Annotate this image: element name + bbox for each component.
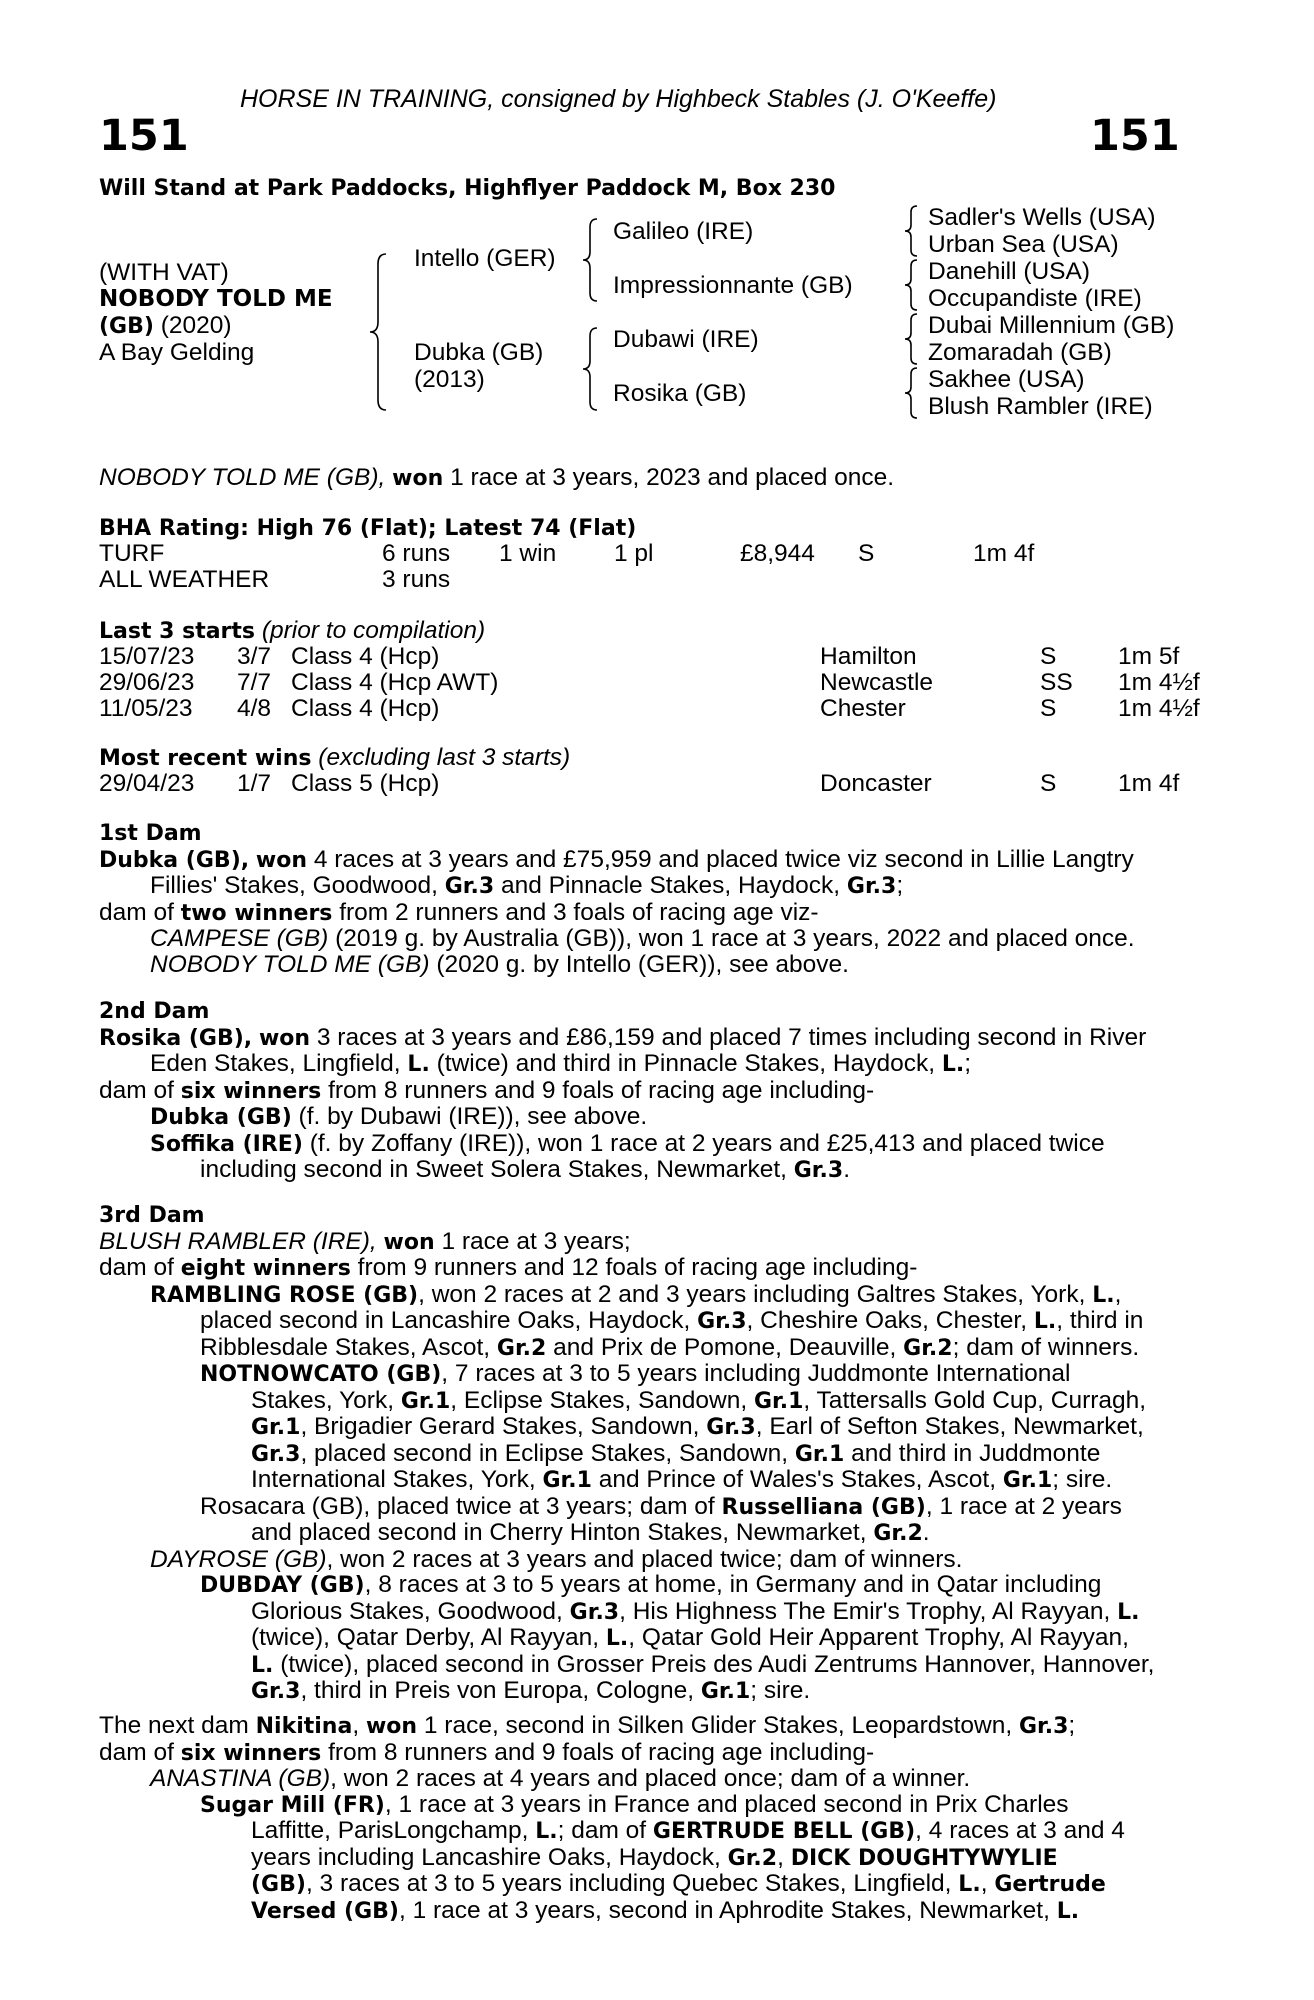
- table-row: 29/04/23: [99, 770, 195, 797]
- dam-line: Gr.1, Brigadier Gerard Stakes, Sandown, Gr.3, Earl of Sefton Stakes, Newmarket,: [251, 1413, 1144, 1440]
- table-row-pos: 4/8: [237, 695, 272, 722]
- dam-line: International Stakes, York, Gr.1 and Prince of Wales's Stakes, Ascot, Gr.1; sire.: [251, 1466, 1113, 1493]
- table-row-pos: 7/7: [237, 669, 272, 696]
- table-row: 15/07/23: [99, 643, 195, 670]
- first-dam-section: [99, 821, 1204, 977]
- pedigree-dam-year: (2013): [414, 366, 485, 393]
- pedigree-gen3-6: Zomaradah (GB): [928, 339, 1112, 366]
- turf-wins: 1 win: [499, 540, 557, 567]
- table-row-going: SS: [1040, 669, 1073, 696]
- second-dam-section: [99, 999, 1204, 1184]
- dam-line: Versed (GB), 1 race at 3 years, second in Aphrodite Stakes, Newmarket, L.: [251, 1896, 1080, 1924]
- table-row-dist: 1m 5f: [1118, 643, 1180, 670]
- table-row-going: S: [1040, 695, 1057, 722]
- turf-placed: 1 pl: [614, 540, 654, 567]
- dam-line: Dubka (GB) (f. by Dubawi (IRE)), see above.: [150, 1103, 648, 1130]
- dam-line: Fillies' Stakes, Goodwood, Gr.3 and Pinnacle Stakes, Haydock, Gr.3;: [150, 872, 904, 899]
- dam-line: dam of eight winners from 9 runners and 12 foals of racing age including-: [99, 1254, 918, 1281]
- pedigree-brace-g3-3: [905, 314, 919, 364]
- horse-name: NOBODY TOLD ME: [99, 286, 333, 312]
- table-row-course: Doncaster: [820, 770, 932, 797]
- pedigree-gen3-3: Danehill (USA): [928, 258, 1091, 285]
- dam-line: RAMBLING ROSE (GB), won 2 races at 2 and 3 years including Galtres Stakes, York, L.,: [150, 1280, 1122, 1308]
- last-starts-title: Last 3 starts (prior to compilation): [99, 617, 486, 644]
- lot-number-left: 151: [99, 111, 189, 161]
- pedigree-brace-sire: [583, 219, 601, 301]
- pedigree-brace-g3-2: [905, 260, 919, 310]
- turf-label: TURF: [99, 540, 165, 567]
- dam-line: Rosacara (GB), placed twice at 3 years; dam of Russelliana (GB), 1 race at 2 years: [200, 1492, 1122, 1520]
- horse-description: A Bay Gelding: [99, 339, 255, 366]
- pedigree-gen3-5: Dubai Millennium (GB): [928, 312, 1175, 339]
- pedigree-gen3-4: Occupandiste (IRE): [928, 285, 1142, 312]
- pedigree-brace-g3-4: [905, 368, 919, 418]
- dam-line: (twice), Qatar Derby, Al Rayyan, L., Qatar Gold Heir Apparent Trophy, Al Rayyan,: [251, 1624, 1129, 1651]
- stand-location: Will Stand at Park Paddocks, Highflyer Paddock M, Box 230: [99, 176, 836, 201]
- section-title: 1st Dam: [99, 821, 202, 846]
- pedigree-gen3-7: Sakhee (USA): [928, 366, 1085, 393]
- section-title: 2nd Dam: [99, 999, 210, 1024]
- dam-line: Laffitte, ParisLongchamp, L.; dam of GERTRUDE BELL (GB), 4 races at 3 and 4: [251, 1817, 1125, 1844]
- next-dam-section: [99, 1713, 1204, 1924]
- table-row-course: Newcastle: [820, 669, 934, 696]
- vat-note: (WITH VAT): [99, 259, 229, 286]
- horse-name-line2: (GB) (2020): [99, 312, 232, 339]
- pedigree-brace-g3-1: [905, 206, 919, 256]
- dam-line: Eden Stakes, Lingfield, L. (twice) and third in Pinnacle Stakes, Haydock, L.;: [150, 1050, 972, 1077]
- dam-line: Sugar Mill (FR), 1 race at 3 years in France and placed second in Prix Charles: [200, 1790, 1069, 1818]
- pedigree-gen3-8: Blush Rambler (IRE): [928, 393, 1153, 420]
- bha-rating: BHA Rating: High 76 (Flat); Latest 74 (Flat): [99, 516, 637, 541]
- table-row-pos: 3/7: [237, 643, 272, 670]
- dam-line: L. (twice), placed second in Grosser Preis des Audi Zentrums Hannover, Hannover,: [251, 1650, 1155, 1678]
- aw-label: ALL WEATHER: [99, 566, 270, 593]
- pedigree-sire: Intello (GER): [414, 245, 556, 272]
- dam-line: Rosika (GB), won 3 races at 3 years and £86,159 and placed 7 times including second in River: [99, 1023, 1147, 1051]
- dam-line: Soffika (IRE) (f. by Zoffany (IRE)), won 1 race at 2 years and £25,413 and placed twice: [150, 1129, 1105, 1157]
- dam-line: The next dam Nikitina, won 1 race, second in Silken Glider Stakes, Leopardstown, Gr.3;: [99, 1712, 1076, 1739]
- dam-line: dam of two winners from 2 runners and 3 foals of racing age viz-: [99, 898, 819, 926]
- turf-going: S: [858, 540, 875, 567]
- dam-line: Gr.3, third in Preis von Europa, Cologne, Gr.1; sire.: [251, 1677, 811, 1704]
- third-dam-section: [99, 1203, 1204, 1705]
- table-row-course: Hamilton: [820, 643, 917, 670]
- table-row-course: Chester: [820, 695, 906, 722]
- pedigree-gen3-2: Urban Sea (USA): [928, 231, 1119, 258]
- dam-line: CAMPESE (GB) (2019 g. by Australia (GB)), won 1 race at 3 years, 2022 and placed once.: [150, 925, 1135, 952]
- dam-line: dam of six winners from 8 runners and 9 foals of racing age including-: [99, 1738, 875, 1766]
- table-row-class: Class 4 (Hcp): [291, 643, 440, 670]
- dam-line: NOTNOWCATO (GB), 7 races at 3 to 5 years including Juddmonte International: [200, 1360, 1071, 1387]
- table-row-going: S: [1040, 643, 1057, 670]
- dam-line: years including Lancashire Oaks, Haydock, Gr.2, DICK DOUGHTYWYLIE: [251, 1843, 1058, 1871]
- pedigree-gen2-3: Dubawi (IRE): [613, 326, 759, 353]
- table-row-going: S: [1040, 770, 1057, 797]
- table-row-class: Class 5 (Hcp): [291, 770, 440, 797]
- dam-line: Ribblesdale Stakes, Ascot, Gr.2 and Prix de Pomone, Deauville, Gr.2; dam of winners.: [200, 1333, 1140, 1361]
- lot-number-right: 151: [1090, 111, 1180, 161]
- dam-line: Dubka (GB), won 4 races at 3 years and £75,959 and placed twice viz second in Lillie Langtry: [99, 845, 1134, 873]
- turf-earnings: £8,944: [740, 540, 815, 567]
- dam-line: NOBODY TOLD ME (GB) (2020 g. by Intello (GER)), see above.: [150, 950, 849, 978]
- dam-line: ANASTINA (GB), won 2 races at 4 years and placed once; dam of a winner.: [150, 1765, 971, 1792]
- race-summary: NOBODY TOLD ME (GB), won 1 race at 3 years, 2023 and placed once.: [99, 464, 895, 491]
- dam-line: Gr.3, placed second in Eclipse Stakes, Sandown, Gr.1 and third in Juddmonte: [251, 1439, 1101, 1467]
- dam-line: and placed second in Cherry Hinton Stakes, Newmarket, Gr.2.: [251, 1519, 930, 1546]
- dam-line: Stakes, York, Gr.1, Eclipse Stakes, Sandown, Gr.1, Tattersalls Gold Cup, Curragh,: [251, 1386, 1147, 1414]
- recent-wins-title: Most recent wins (excluding last 3 starts): [99, 744, 571, 771]
- table-row-class: Class 4 (Hcp): [291, 695, 440, 722]
- aw-runs: 3 runs: [382, 566, 451, 593]
- pedigree-brace-main: [370, 254, 390, 410]
- turf-runs: 6 runs: [382, 540, 451, 567]
- section-title: 3rd Dam: [99, 1203, 205, 1228]
- table-row-dist: 1m 4½f: [1118, 669, 1200, 696]
- table-row: 11/05/23: [99, 695, 193, 722]
- dam-line: placed second in Lancashire Oaks, Haydock, Gr.3, Cheshire Oaks, Chester, L., third in: [200, 1307, 1144, 1334]
- pedigree-dam: Dubka (GB): [414, 339, 544, 366]
- table-row-pos: 1/7: [237, 770, 272, 797]
- pedigree-gen2-2: Impressionnante (GB): [613, 272, 853, 299]
- consignment-header: HORSE IN TRAINING, consigned by Highbeck Stables (J. O'Keeffe): [240, 85, 997, 113]
- turf-distance: 1m 4f: [973, 540, 1035, 567]
- table-row-dist: 1m 4½f: [1118, 695, 1200, 722]
- table-row-dist: 1m 4f: [1118, 770, 1180, 797]
- dam-line: dam of six winners from 8 runners and 9 foals of racing age including-: [99, 1076, 875, 1104]
- table-row-class: Class 4 (Hcp AWT): [291, 669, 499, 696]
- pedigree-gen2-1: Galileo (IRE): [613, 218, 754, 245]
- dam-line: Glorious Stakes, Goodwood, Gr.3, His Highness The Emir's Trophy, Al Rayyan, L.: [251, 1597, 1140, 1625]
- pedigree-brace-dam: [583, 328, 601, 410]
- dam-line: including second in Sweet Solera Stakes, Newmarket, Gr.3.: [200, 1156, 850, 1183]
- table-row: 29/06/23: [99, 669, 195, 696]
- pedigree-gen3-1: Sadler's Wells (USA): [928, 204, 1156, 231]
- dam-line: DUBDAY (GB), 8 races at 3 to 5 years at home, in Germany and in Qatar including: [200, 1571, 1102, 1598]
- dam-line: (GB), 3 races at 3 to 5 years including Quebec Stakes, Lingfield, L., Gertrude: [251, 1870, 1106, 1897]
- pedigree-gen2-4: Rosika (GB): [613, 380, 747, 407]
- dam-line: DAYROSE (GB), won 2 races at 3 years and placed twice; dam of winners.: [150, 1545, 963, 1573]
- dam-line: BLUSH RAMBLER (IRE), won 1 race at 3 years;: [99, 1227, 631, 1255]
